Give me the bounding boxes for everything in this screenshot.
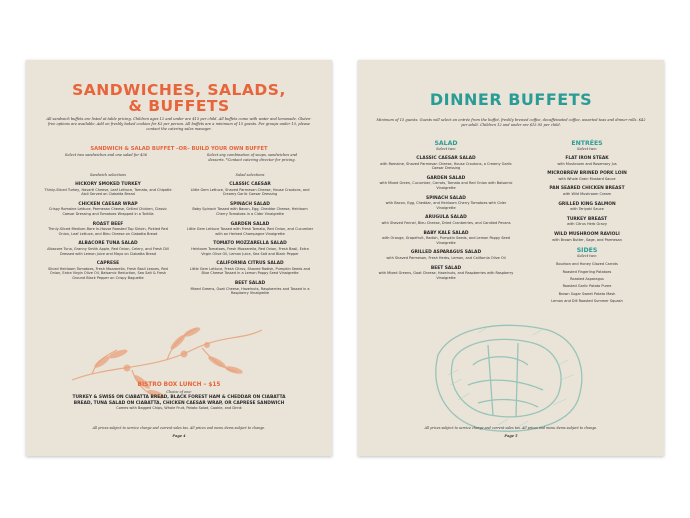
menu-page-right <box>358 60 664 456</box>
item-desc: Albacore Tuna, Granny Smith Apple, Red Onion, Celery, and Fresh Dill Dressed with Lemon Juice and Mayo on Ciabatta Bread <box>47 246 169 256</box>
item-name: CALIFORNIA CITRUS SALAD <box>216 261 284 267</box>
salad-heading: Salad selections <box>235 173 265 177</box>
list-item <box>186 222 314 237</box>
item-name: GARDEN SALAD <box>230 221 270 227</box>
item-desc: Thinly-Sliced Turkey, Havarti Cheese, Leaf Lettuce, Tomato, and Chipotle Aioli Served on Ciabatta Bread <box>44 187 172 197</box>
item-name: SPINACH SALAD <box>230 201 270 207</box>
item-desc: with Brown Butter, Sage, and Parmesan <box>552 237 622 242</box>
page-title: DINNER BUFFETS <box>429 90 593 109</box>
item-name: BEET SALAD <box>430 265 462 271</box>
bistro-main: TURKEY & SWISS ON CIABATTA BREAD, BLACK FOREST HAM & CHEDDAR ON CIABATTA BREAD, TUNA SALAD ON CIABATTA, CHICKEN CAESAR WRAP, OR CAPRESE SANDWICH <box>72 395 286 406</box>
item-desc: with Mixed Greens, Goat Cheese, Hazelnuts, and Raspberries with Raspberry Vinaigrette <box>378 271 514 280</box>
page-footer <box>26 424 332 440</box>
side-item: Roasted Garlic Potato Puree <box>562 284 612 289</box>
item-name: BABY KALE SALAD <box>423 230 469 236</box>
intro-text: Minimum of 15 guests. Guests will select an entrée from the buffet, freshly brewed coffee, decaffeinated coffee, assorted teas and dinner rolls. $42 per adult. Children 12 and under are $15.95 per child. <box>376 118 646 127</box>
bistro-sub: Choice of one: <box>166 390 192 394</box>
item-desc: with Shaved Fennel, Bleu Cheese, Dried Cranberries, and Candied Pecans <box>381 220 511 225</box>
item-desc: with Citrus Herb Gravy <box>567 222 607 227</box>
item-desc: Little Gem Lettuce, Shaved Parmesan Cheese, House Croutons, and Creamy Garlic Caesar Dressing <box>190 187 310 197</box>
item-name: CHICKEN CAESAR WRAP <box>78 201 138 207</box>
list-item <box>186 202 314 217</box>
menu-page-left <box>26 60 332 456</box>
list-item <box>44 261 172 280</box>
list-item <box>376 250 516 260</box>
salad-column <box>376 140 516 285</box>
title-line-1: SANDWICHES, SALADS, <box>72 81 286 99</box>
list-item <box>44 182 172 197</box>
list-item <box>44 202 172 217</box>
item-name: ROAST BEEF <box>92 221 124 227</box>
item-name: SPINACH SALAD <box>426 195 466 201</box>
sandwich-heading: Sandwich selections <box>89 173 127 177</box>
list-item <box>376 196 516 211</box>
note-left: Select two sandwiches and one salad for $36 <box>64 153 148 157</box>
side-item: Bourbon and Honey Glazed Carrots <box>556 262 618 267</box>
page-footer <box>358 424 664 440</box>
item-name: ALBACORE TUNA SALAD <box>78 241 138 247</box>
item-desc: with Whole Grain Mustard Sauce <box>558 176 616 181</box>
item-name: GRILLED ASPARAGUS SALAD <box>410 250 482 256</box>
list-item <box>376 231 516 246</box>
footer-text: All prices subject to service charge and current sales tax. All prices and menu items subject to change. <box>92 426 266 430</box>
item-desc: with Mushroom and Rosemary Jus <box>557 161 617 166</box>
item-desc: Sliced Heirloom Tomatoes, Fresh Mozzarella, Fresh Basil Leaves, Red Onion, Extra Virgin Olive Oil, Balsamic Reduction, Sea Salt & Fresh Ground Black Pepper on Crispy Baguette <box>48 266 168 280</box>
side-item: Lemon and Dill Roasted Summer Squash <box>551 299 623 304</box>
side-item: Brown Sugar Sweet Potato Mash <box>558 291 616 296</box>
item-name: MICROBREW BRINED PORK LOIN <box>547 171 627 177</box>
item-desc: Mixed Greens, Goat Cheese, Hazelnuts, Raspberries and Tossed in a Raspberry Vinaigrette <box>190 286 310 296</box>
list-item <box>186 182 314 197</box>
footer-text: All prices subject to service charge and current sales tax. All prices and menu items subject to change. <box>424 426 598 430</box>
item-desc: with Teriyaki Sauce <box>570 207 604 212</box>
item-desc: Little Gem Lettuce, Fresh Citrus, Shaved Radish, Pumpkin Seeds and Blue Cheese Tossed in a Lemon Poppy Seed Vinaigrette <box>189 266 311 276</box>
page-number: Page 5 <box>504 434 518 438</box>
salad-column <box>186 173 314 301</box>
list-item <box>528 156 646 166</box>
item-desc: with Shaved Parmesan, Fresh Herbs, Lemon, and California Olive Oil <box>386 255 506 260</box>
list-item <box>376 266 516 281</box>
steak-illustration <box>418 315 593 440</box>
list-item <box>528 217 646 227</box>
list-item <box>44 222 172 237</box>
salad-sub: Select two: <box>436 147 456 151</box>
item-desc: Crispy Romaine Lettuce, Parmesan Cheese, Grilled Chicken, Classic Caesar Dressing and Tomatoes Wrapped in a Tortilla <box>48 207 168 216</box>
salad-heading: SALAD <box>434 140 458 147</box>
item-desc: with Wild Mushroom Cream <box>562 191 612 196</box>
item-name: GRILLED KING SALMON <box>558 201 616 207</box>
item-name: PAN SEARED CHICKEN BREAST <box>549 186 625 192</box>
item-desc: with Bacon, Egg, Cheddar, and Heirloom Cherry Tomatoes with Cider Vinaigrette <box>385 201 507 210</box>
list-item <box>186 281 314 296</box>
list-item <box>528 186 646 196</box>
item-name: TURKEY BREAST <box>566 216 608 222</box>
list-item <box>186 241 314 256</box>
item-name: CAPRESE <box>96 261 120 267</box>
note-right: Select any combination of soups, sandwiches and desserts. *Contact catering director for pricing. <box>206 153 298 162</box>
page-number: Page 4 <box>172 434 186 438</box>
item-name: ARUGULA SALAD <box>425 215 467 221</box>
bistro-heading: BISTRO BOX LUNCH – $15 <box>137 382 221 388</box>
intro-text: All sandwich buffets are listed at table pricing. Children ages 12 and under are $15 per child. All buffets come with water and lemonade. Gluten-free options are available. Add on freshly baked cookies for $3 per person. All buffets are a minimum of 15 guests. For groups under 15, please contact the catering sales manager. <box>46 117 312 131</box>
item-desc: Little Gem Lettuce Tossed with Fresh Tomato, Red Onion, and Cucumber with an Herbed Champagne Vinaigrette <box>186 227 314 236</box>
page-title <box>26 82 332 114</box>
item-desc: with Mixed Green, Cucumber, Carrots, Tomato and Red Onion with Balsamic Vinaigrette <box>379 181 513 190</box>
item-name: FLAT IRON STEAK <box>565 156 609 161</box>
sandwich-column <box>44 173 172 286</box>
entrees-column <box>528 140 646 306</box>
list-item <box>376 215 516 225</box>
sides-sub: Select two: <box>577 254 597 259</box>
list-item <box>186 261 314 276</box>
bistro-section <box>26 390 332 411</box>
item-desc: with Romaine, Shaved Parmesan Cheese, House Croutons, a Creamy Garlic Caesar Dressing <box>380 161 512 171</box>
entrees-heading: ENTRÉES <box>571 140 603 147</box>
item-name: CLASSIC CAESAR SALAD <box>416 156 476 161</box>
side-item: Roasted Asparagus <box>570 276 604 281</box>
list-item <box>528 171 646 181</box>
side-item: Roasted Fingerling Potatoes <box>562 269 612 274</box>
sides-heading: SIDES <box>576 247 598 255</box>
item-name: TOMATO MOZZARELLA SALAD <box>213 241 287 247</box>
item-name: CLASSIC CAESAR <box>229 182 271 187</box>
item-desc: Thinly-Sliced Medium-Rare In-House Roasted Top Sirloin, Pickled Red Onion, Leaf Lettuce, and Bleu Cheese on Ciabatta Bread <box>48 227 168 236</box>
item-desc: Baby Spinach Tossed with Bacon, Egg, Cheddar Cheese, Heirloom Cherry Tomatoes in a Cider Vinaigrette <box>192 207 308 216</box>
list-item <box>528 232 646 242</box>
list-item <box>376 176 516 191</box>
title-line-2: & BUFFETS <box>128 97 230 115</box>
item-name: HICKORY SMOKED TURKEY <box>75 182 141 187</box>
bistro-desc: Comes with Bagged Chips, Whole Fruit, Potato Salad, Cookie, and Drink <box>116 406 242 411</box>
item-name: GARDEN SALAD <box>426 175 466 181</box>
item-desc: Heirloom Tomatoes, Fresh Mozzarella, Red Onion, Fresh Basil, Extra Virgin Olive Oil, Lemon Juice, Sea Salt and Black Pepper <box>191 246 309 256</box>
list-item <box>44 241 172 256</box>
entrees-sub: Select two: <box>577 147 597 151</box>
list-item <box>528 202 646 212</box>
item-name: BEET SALAD <box>234 280 266 286</box>
list-item <box>376 156 516 171</box>
item-desc: with Orange, Grapefruit, Radish, Pumpkin Seeds, and Lemon Poppy Seed Vinaigrette <box>382 236 510 245</box>
item-name: WILD MUSHROOM RAVIOLI <box>554 231 620 237</box>
section-heading: SANDWICH & SALAD BUFFET –OR– BUILD YOUR OWN BUFFET <box>90 146 268 152</box>
